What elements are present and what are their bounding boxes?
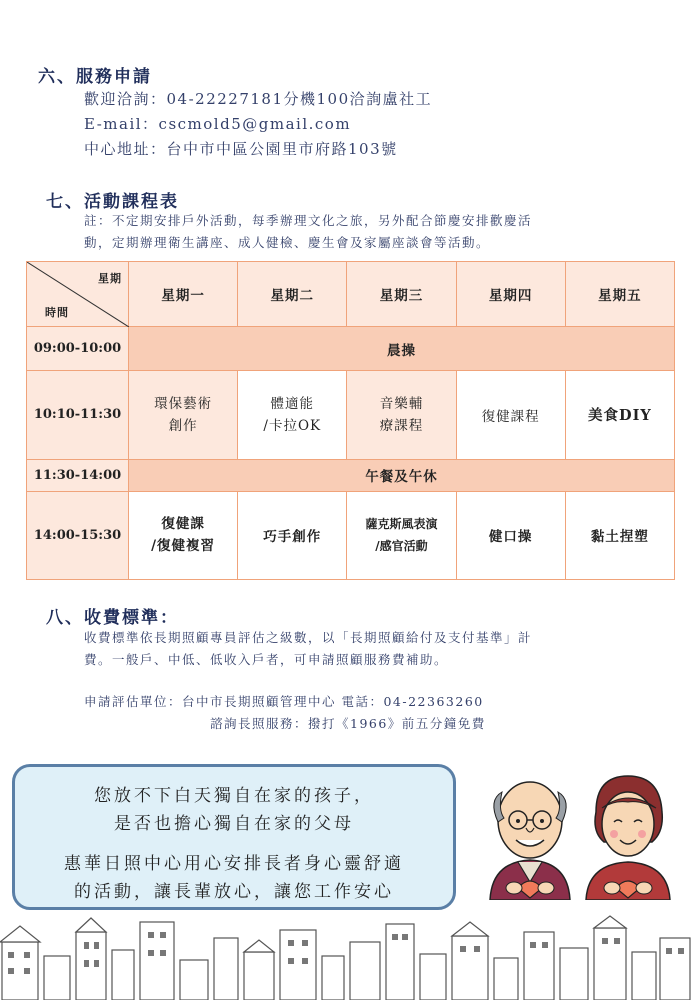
assessment-unit: 申請評估單位：台中市長期照顧管理中心 電話：04-22363260 bbox=[84, 694, 484, 709]
day-header: 星期五 bbox=[565, 262, 674, 327]
table-corner bbox=[27, 262, 129, 327]
consult-phone: 歡迎洽詢：04-22227181分機100洽詢盧社工 bbox=[84, 90, 433, 108]
time-slot: 09:00-10:00 bbox=[27, 327, 129, 371]
morning-exercise: 晨操 bbox=[129, 327, 675, 371]
section8-title: 八、收費標準： bbox=[46, 608, 179, 628]
schedule-note-2: 動，定期辦理衛生講座、成人健檢、慶生會及家屬座談會等活動。 bbox=[84, 235, 491, 250]
message-line: 是否也擔心獨自在家的父母 bbox=[114, 814, 354, 834]
time-slot: 10:10-11:30 bbox=[27, 371, 129, 459]
day-header: 星期三 bbox=[347, 262, 456, 327]
activity-cell: 巧手創作 bbox=[238, 491, 347, 579]
activity-cell: 音樂輔 療課程 bbox=[347, 371, 456, 459]
time-slot: 14:00-15:30 bbox=[27, 491, 129, 579]
corner-day-label: 星期 bbox=[98, 272, 122, 285]
address-line: 中心地址：台中市中區公園里市府路103號 bbox=[84, 140, 398, 158]
day-header: 星期一 bbox=[129, 262, 238, 327]
corner-time-label: 時間 bbox=[45, 306, 69, 320]
message-line: 的活動，讓長輩放心，讓您工作安心 bbox=[74, 882, 394, 902]
message-line: 惠華日照中心用心安排長者身心靈舒適 bbox=[64, 854, 404, 874]
consult-hotline: 諮詢長照服務：撥打《1966》前五分鐘免費 bbox=[210, 716, 486, 731]
grandpa-illustration bbox=[478, 770, 582, 900]
activity-cell: 復健課程 bbox=[456, 371, 565, 459]
activity-cell: 薩克斯風表演 /感官活動 bbox=[347, 491, 456, 579]
lunch-break: 午餐及午休 bbox=[129, 459, 675, 491]
day-header: 星期四 bbox=[456, 262, 565, 327]
schedule-note-1: 註：不定期安排戶外活動，每季辦理文化之旅，另外配合節慶安排歡慶活 bbox=[84, 213, 533, 228]
message-box bbox=[12, 764, 456, 910]
message-line: 您放不下白天獨自在家的孩子， bbox=[94, 786, 374, 806]
day-header: 星期二 bbox=[238, 262, 347, 327]
activity-cell: 體適能 /卡拉OK bbox=[238, 371, 347, 459]
activity-cell: 美食DIY bbox=[565, 371, 674, 459]
email-line: E-mail：cscmold5@gmail.com bbox=[84, 115, 352, 133]
fee-line-1: 收費標準依長期照顧專員評估之級數，以「長期照顧給付及支付基準」計 bbox=[84, 630, 533, 645]
time-slot: 11:30-14:00 bbox=[27, 459, 129, 491]
activity-cell: 黏土捏塑 bbox=[565, 491, 674, 579]
grandma-illustration bbox=[580, 772, 676, 900]
schedule-table bbox=[26, 261, 675, 580]
activity-cell: 復健課 /復健複習 bbox=[129, 491, 238, 579]
activity-cell: 健口操 bbox=[456, 491, 565, 579]
activity-cell: 環保藝術 創作 bbox=[129, 371, 238, 459]
section7-title: 七、活動課程表 bbox=[46, 192, 179, 212]
section6-title: 六、服務申請 bbox=[38, 67, 152, 87]
city-skyline-illustration bbox=[0, 912, 692, 1000]
fee-line-2: 費。一般戶、中低、低收入戶者，可申請照顧服務費補助。 bbox=[84, 652, 449, 667]
